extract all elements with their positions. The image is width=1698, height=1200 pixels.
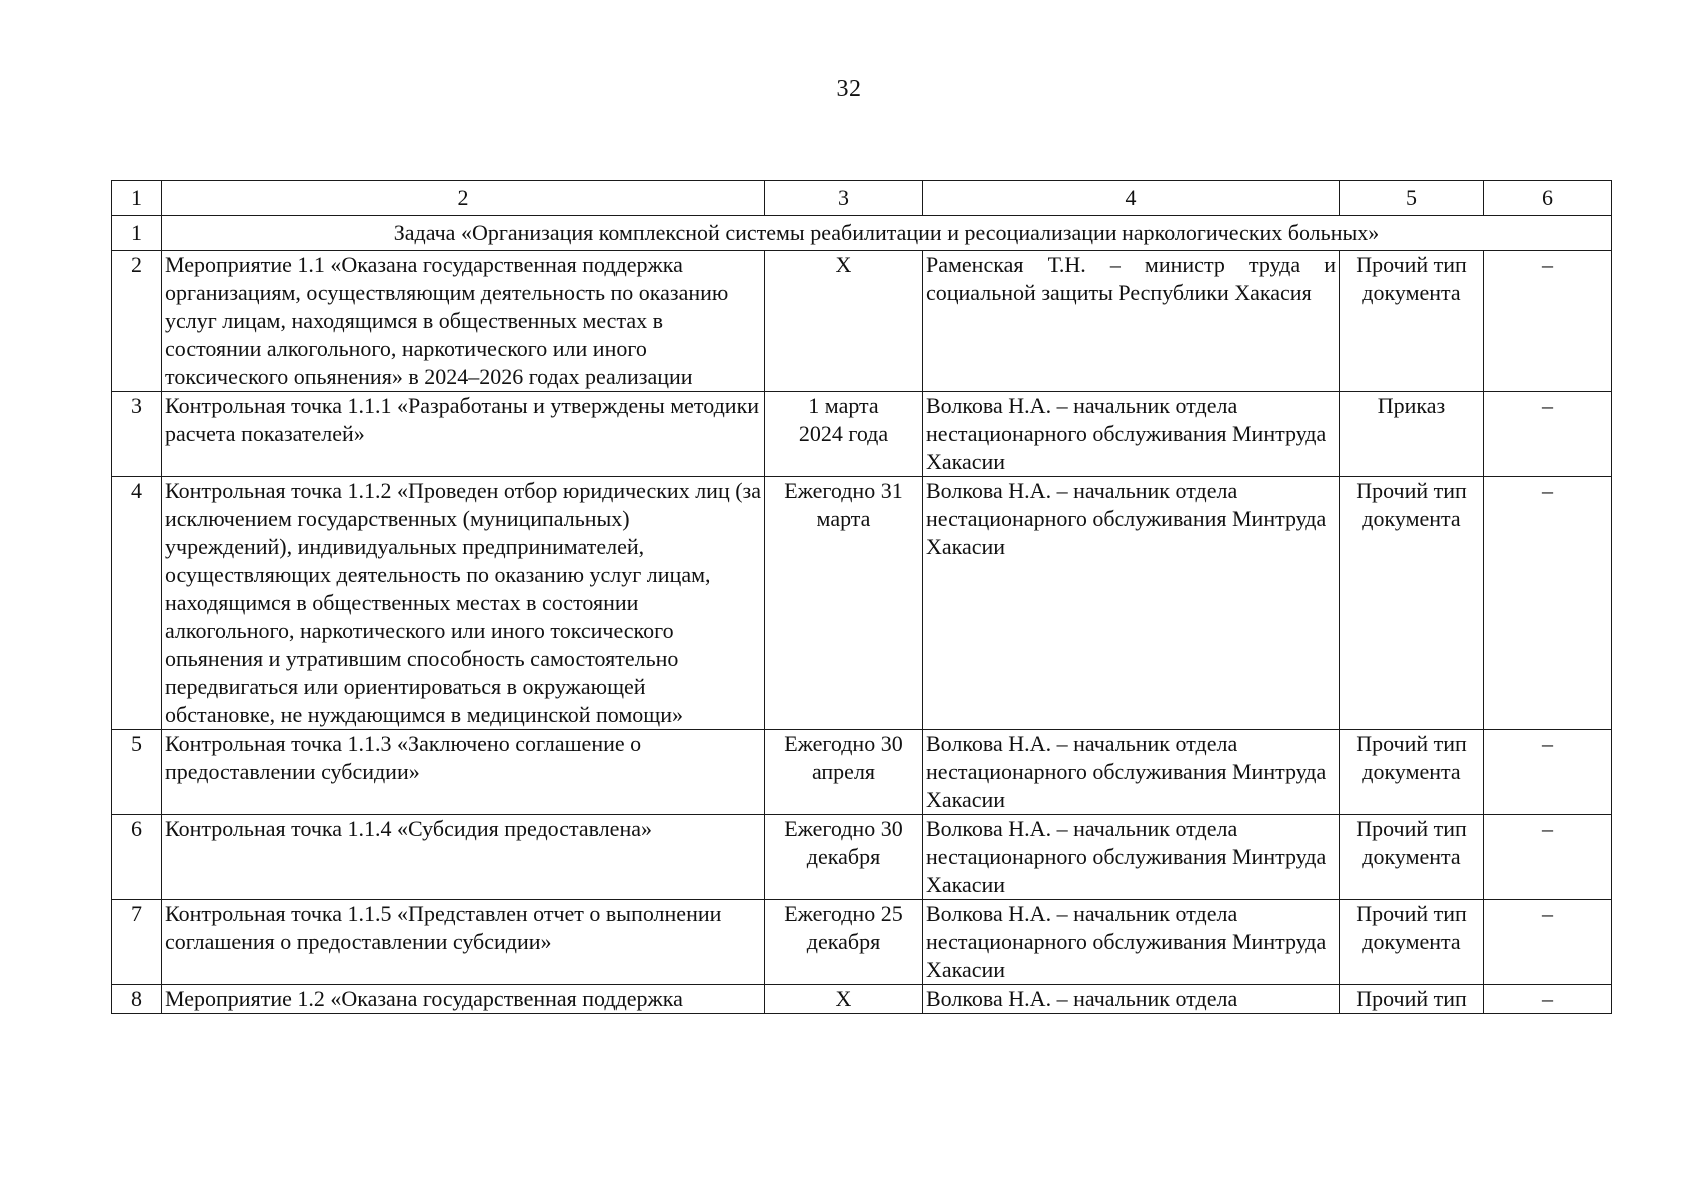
table-header-row — [112, 181, 1612, 216]
event-cell: Мероприятие 1.1 «Оказана государственная поддержка организациям, осуществляющим деятельность по оказанию услуг лицам, находящимся в общественных местах в состоянии алкогольного, наркотического или иного токсического опьянения» в 2024–2026 годах реализации — [162, 251, 765, 392]
row-number: 5 — [112, 730, 162, 815]
header-cell: 2 — [162, 181, 765, 216]
responsible-cell: Волкова Н.А. – начальник отдела нестационарного обслуживания Минтруда Хакасии — [923, 730, 1340, 815]
row-number: 1 — [112, 216, 162, 251]
event-cell: Контрольная точка 1.1.3 «Заключено соглашение о предоставлении субсидии» — [162, 730, 765, 815]
row-number: 3 — [112, 392, 162, 477]
header-cell: 5 — [1340, 181, 1484, 216]
responsible-cell: Волкова Н.А. – начальник отдела нестационарного обслуживания Минтруда Хакасии — [923, 477, 1340, 730]
event-cell: Контрольная точка 1.1.4 «Субсидия предоставлена» — [162, 815, 765, 900]
header-cell: 6 — [1484, 181, 1612, 216]
responsible-cell: Волкова Н.А. – начальник отдела — [923, 985, 1340, 1014]
table-row — [112, 730, 1612, 815]
responsible-cell: Волкова Н.А. – начальник отдела нестационарного обслуживания Минтруда Хакасии — [923, 900, 1340, 985]
plan-table — [111, 180, 1612, 1014]
row-number: 2 — [112, 251, 162, 392]
doc-type-cell: Приказ — [1340, 392, 1484, 477]
page-number: 32 — [836, 76, 862, 102]
info-cell: – — [1484, 815, 1612, 900]
deadline-cell: 1 марта 2024 года — [765, 392, 923, 477]
info-cell: – — [1484, 985, 1612, 1014]
deadline-cell: Ежегодно 30 декабря — [765, 815, 923, 900]
deadline-cell: Х — [765, 985, 923, 1014]
doc-type-cell: Прочий тип документа — [1340, 251, 1484, 392]
table-row — [112, 985, 1612, 1014]
event-cell: Мероприятие 1.2 «Оказана государственная поддержка — [162, 985, 765, 1014]
table-row — [112, 815, 1612, 900]
table-row — [112, 251, 1612, 392]
responsible-cell: Волкова Н.А. – начальник отдела нестационарного обслуживания Минтруда Хакасии — [923, 815, 1340, 900]
doc-type-cell: Прочий тип документа — [1340, 900, 1484, 985]
responsible-cell: Волкова Н.А. – начальник отдела нестационарного обслуживания Минтруда Хакасии — [923, 392, 1340, 477]
task-title: Задача «Организация комплексной системы реабилитации и ресоциализации наркологических больных» — [162, 216, 1612, 251]
doc-type-cell: Прочий тип документа — [1340, 477, 1484, 730]
info-cell: – — [1484, 477, 1612, 730]
event-cell: Контрольная точка 1.1.1 «Разработаны и утверждены методики расчета показателей» — [162, 392, 765, 477]
header-cell: 1 — [112, 181, 162, 216]
deadline-cell: Ежегодно 30 апреля — [765, 730, 923, 815]
row-number: 8 — [112, 985, 162, 1014]
task-row — [112, 216, 1612, 251]
doc-type-cell: Прочий тип — [1340, 985, 1484, 1014]
deadline-cell: Х — [765, 251, 923, 392]
row-number: 6 — [112, 815, 162, 900]
table-row — [112, 900, 1612, 985]
deadline-cell: Ежегодно 31 марта — [765, 477, 923, 730]
event-cell: Контрольная точка 1.1.2 «Проведен отбор юридических лиц (за исключением государственных (муниципальных) учреждений), индивидуальных предпринимателей, осуществляющих деятельность по оказанию услуг лицам, находящимся в общественных местах в состоянии алкогольного, наркотического или иного токсического опьянения и утратившим способность самостоятельно передвигаться или ориентироваться в окружающей обстановке, не нуждающимся в медицинской помощи» — [162, 477, 765, 730]
info-cell: – — [1484, 251, 1612, 392]
deadline-cell: Ежегодно 25 декабря — [765, 900, 923, 985]
info-cell: – — [1484, 392, 1612, 477]
doc-type-cell: Прочий тип документа — [1340, 815, 1484, 900]
info-cell: – — [1484, 730, 1612, 815]
doc-type-cell: Прочий тип документа — [1340, 730, 1484, 815]
row-number: 7 — [112, 900, 162, 985]
row-number: 4 — [112, 477, 162, 730]
event-cell: Контрольная точка 1.1.5 «Представлен отчет о выполнении соглашения о предоставлении субсидии» — [162, 900, 765, 985]
table-row — [112, 392, 1612, 477]
table-row — [112, 477, 1612, 730]
responsible-cell: Раменская Т.Н. – министр труда и социальной защиты Республики Хакасия — [923, 251, 1340, 392]
header-cell: 4 — [923, 181, 1340, 216]
header-cell: 3 — [765, 181, 923, 216]
info-cell: – — [1484, 900, 1612, 985]
